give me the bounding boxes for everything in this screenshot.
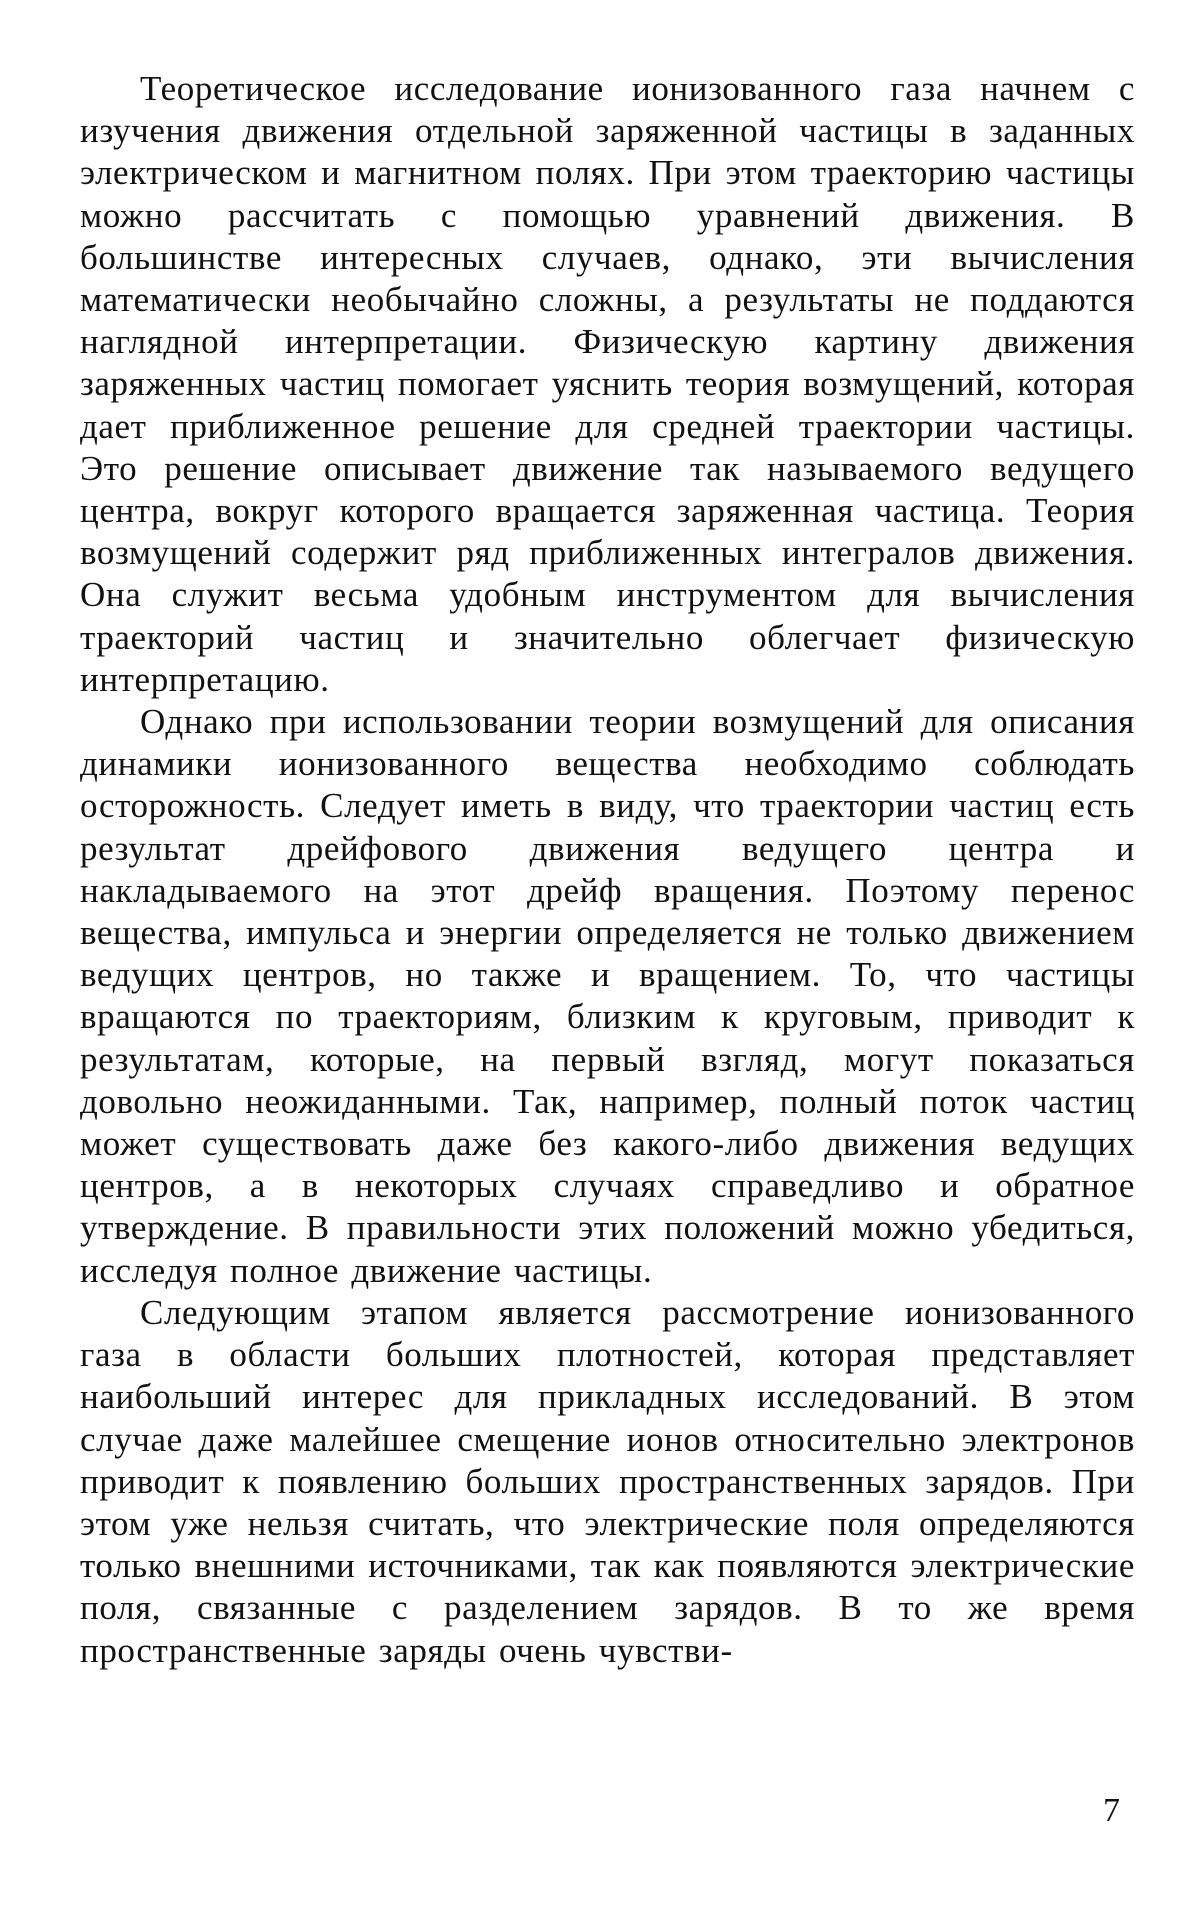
paragraph-2: Однако при использовании теории возмущений для описания динамики ионизованного вещества необходимо соблюдать осторожность. Следует иметь в виду, что траектории частиц есть результат дрейфового движения ведущего центра и накладываемого на этот дрейф вращения. Поэтому перенос вещества, импульса и энергии определяется не только движением ведущих центров, но также и вращением. То, что частицы вращаются по траекториям, близким к круговым, приводит к результатам, которые, на первый взгляд, могут показаться довольно неожиданными. Так, например, полный поток частиц может существовать даже без какого-либо движения ведущих центров, а в некоторых случаях справедливо и обратное утверждение. В правильности этих положений можно убедиться, исследуя полное движение частицы. <box>80 702 1135 1290</box>
page-body <box>80 68 1135 1672</box>
page-number: 7 <box>1103 1792 1120 1829</box>
paragraph-3: Следующим этапом является рассмотрение ионизованного газа в области больших плотностей, которая представляет наибольший интерес для прикладных исследований. В этом случае даже малейшее смещение ионов относительно электронов приводит к появлению больших пространственных зарядов. При этом уже нельзя считать, что электрические поля определяются только внешними источниками, так как появляются электрические поля, связанные с разделением зарядов. В то же время пространственные заряды очень чувстви- <box>80 1292 1135 1670</box>
paragraph-1: Теоретическое исследование ионизованного газа начнем с изучения движения отдельной заряженной частицы в заданных электрическом и магнитном полях. При этом траекторию частицы можно рассчитать с помощью уравнений движения. В большинстве интересных случаев, однако, эти вычисления математически необычайно сложны, а результаты не поддаются наглядной интерпретации. Физическую картину движения заряженных частиц помогает уяснить теория возмущений, которая дает приближенное решение для средней траектории частицы. Это решение описывает движение так называемого ведущего центра, вокруг которого вращается заряженная частица. Теория возмущений содержит ряд приближенных интегралов движения. Она служит весьма удобным инструментом для вычисления траекторий частиц и значительно облегчает физическую интерпретацию. <box>80 69 1135 699</box>
